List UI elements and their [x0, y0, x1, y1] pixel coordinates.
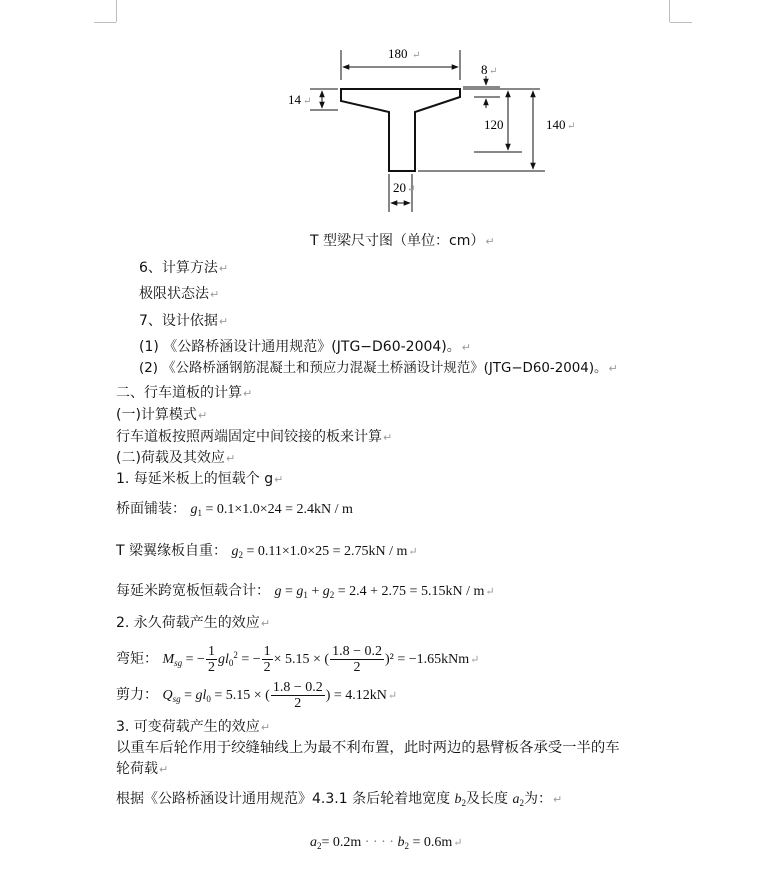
- para-mark: ↵: [303, 96, 312, 107]
- basis-item-2: (2) 《公路桥涵钢筋混凝土和预应力混凝土桥涵设计规范》(JTG−D60-2004)。↵: [139, 361, 618, 376]
- basis-item-1: (1) 《公路桥涵设计通用规范》(JTG−D60-2004)。↵: [139, 339, 471, 355]
- section-2-heading: 二、行车道板的计算↵: [116, 385, 253, 401]
- para-mark: ↵: [567, 121, 576, 132]
- dim-inner-height: 120: [484, 117, 504, 132]
- equation-g-total: 每延米跨宽板恒载合计： $g = g_1 + g_2 = 2.4 + 2.75 = 5.15kN$ / m↵: [116, 583, 495, 600]
- para-mark: ↵: [407, 184, 416, 195]
- equation-g1: 桥面铺装： $g_1 = 0.1\times 1.0\times 24 = 2.4kN / m$: [116, 501, 353, 518]
- equation-moment: 弯矩： $M_{sg}$ = − $\frac{1}{2}$ $gl_0^2$ = − $\frac{1}{2}$ × 5.15 × ( $\frac{1.8 - 0.2}{2}$ )² = −1.65kNm↵: [116, 644, 480, 676]
- equation-shear: 剪力： $Q_{sg} = gl_0 = 5.15$ × ( $\frac{1.8 - 0.2}{2}$ ) = 4.12kN↵: [116, 680, 398, 712]
- equation-wheel-dims: $a_2= 0.2m$ · · · · $b_2$ = 0.6m↵: [310, 835, 463, 851]
- code-reference-text: 根据《公路桥涵设计通用规范》4.3.1 条后轮着地宽度 $b_2$及长度 $a_2$为：↵: [116, 791, 563, 808]
- item-3-text-line-2: 轮荷载↵: [116, 761, 169, 777]
- dim-top-gap: 8: [481, 62, 488, 77]
- dim-total-height: 140: [546, 117, 566, 132]
- dim-left-flange: 14: [288, 92, 301, 107]
- basis-heading: 7、设计依据↵: [139, 313, 229, 329]
- calc-method-value: 极限状态法↵: [139, 286, 220, 302]
- t-beam-diagram: [0, 0, 780, 230]
- diagram-caption: T 型梁尺寸图（单位：cm）↵: [310, 233, 495, 249]
- para-mark: ↵: [489, 66, 498, 77]
- para-mark: ↵: [412, 50, 421, 61]
- t-beam-section: [341, 89, 460, 171]
- sub-2-heading: (二)荷载及其效应↵: [116, 450, 236, 466]
- sub-1-text: 行车道板按照两端固定中间铰接的板来计算↵: [116, 429, 393, 445]
- item-2-heading: 2. 永久荷载产生的效应↵: [116, 615, 271, 631]
- dim-top-width: 180: [388, 46, 408, 61]
- calc-method-heading: 6、计算方法↵: [139, 260, 229, 276]
- dim-web-width: 20: [393, 180, 406, 195]
- item-3-text-line-1: 以重车后轮作用于绞缝轴线上为最不利布置，此时两边的悬臂板各承受一半的车: [116, 740, 620, 756]
- item-1-heading: 1. 每延米板上的恒载个 g↵: [116, 471, 284, 487]
- sub-1-heading: (一)计算模式↵: [116, 407, 208, 423]
- equation-g2: T 梁翼缘板自重： $g_2 = 0.11\times 1.0\times 25 = 2.75kN$ / m↵: [116, 543, 418, 560]
- item-3-heading: 3. 可变荷载产生的效应↵: [116, 719, 271, 735]
